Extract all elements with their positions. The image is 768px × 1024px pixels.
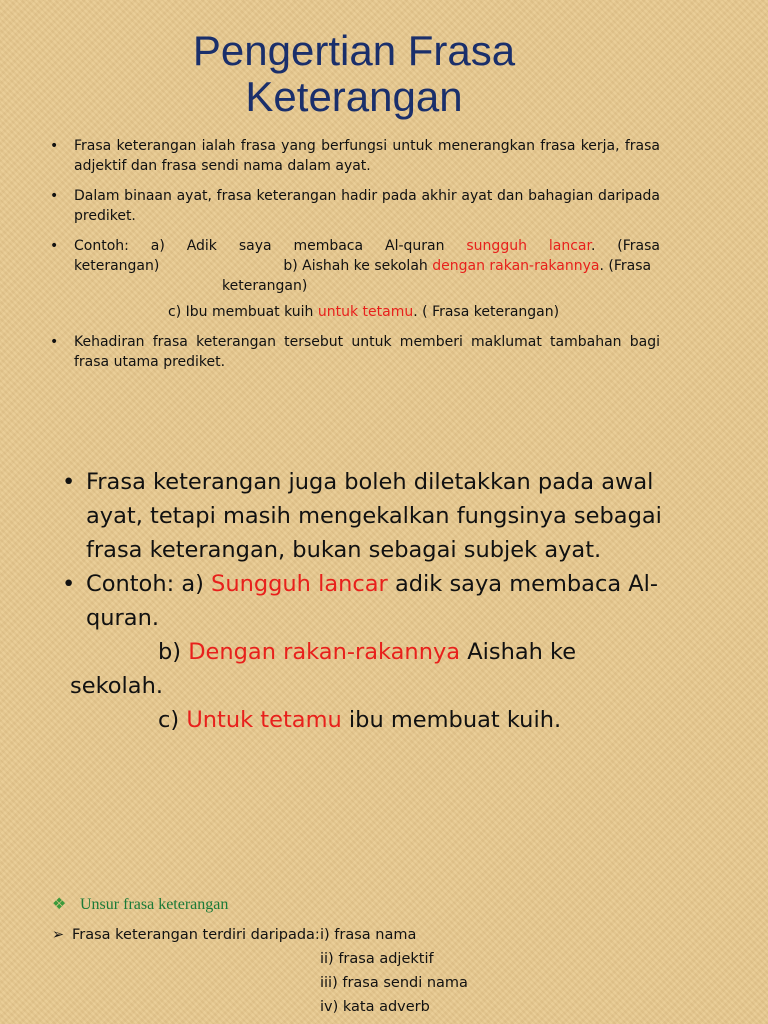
- list-item: ii) frasa adjektif: [320, 951, 434, 967]
- example-a-ket: keterangan): [74, 258, 160, 274]
- example-c-suffix: . ( Frasa keterangan): [413, 304, 560, 320]
- list-item: [48, 236, 660, 322]
- example-a-suffix: adik saya membaca Al-: [387, 571, 659, 597]
- example-a-line: [86, 567, 670, 601]
- example-b-ket: keterangan): [222, 278, 308, 294]
- example-b-line: [74, 256, 660, 276]
- elements-lead: [52, 923, 732, 947]
- example-b-suffix: . (Frasa: [599, 258, 652, 274]
- example-c-highlight: Untuk tetamu: [186, 707, 342, 733]
- title-line-1: Pengertian Frasa: [192, 27, 516, 74]
- bullet-icon: •: [50, 188, 59, 204]
- bullet-icon: •: [50, 138, 59, 154]
- list-item: [48, 332, 660, 372]
- example-c-text: c) Ibu membuat kuih: [168, 304, 318, 320]
- list-item: [60, 567, 670, 737]
- example-b-wrap: sekolah.: [70, 673, 164, 699]
- bullet-icon: •: [62, 469, 76, 495]
- example-c-text: c): [158, 707, 187, 733]
- example-a-highlight: Sungguh lancar: [211, 571, 388, 597]
- example-c-line: [74, 302, 660, 322]
- example-b-highlight: Dengan rakan-rakannya: [188, 639, 461, 665]
- arrow-icon: ➢: [52, 927, 65, 943]
- example-a-line: [74, 236, 660, 256]
- example-a-text: Contoh: a): [86, 571, 212, 597]
- placement-section: [60, 465, 670, 737]
- bullet-icon: •: [62, 571, 76, 597]
- example-b-text: b) Aishah ke sekolah: [283, 258, 433, 274]
- list-item: i) frasa nama: [320, 927, 417, 943]
- bullet-text: Frasa keterangan ialah frasa yang berfungsi untuk menerangkan frasa kerja, frasa adjektif dan frasa sendi nama dalam ayat.: [74, 138, 660, 174]
- example-c-highlight: untuk tetamu: [317, 304, 414, 320]
- elements-heading: [52, 893, 732, 917]
- list-item: [60, 465, 670, 567]
- bullet-icon: •: [50, 334, 59, 350]
- placement-list: [60, 465, 670, 737]
- title-line-2: Keterangan: [245, 73, 463, 120]
- list-item: iii) frasa sendi nama: [320, 975, 468, 991]
- list-item: [48, 136, 660, 176]
- elements-heading-text: Unsur frasa keterangan: [80, 896, 229, 913]
- example-b-highlight: dengan rakan-rakannya: [432, 258, 600, 274]
- bullet-text: Kehadiran frasa keterangan tersebut untuk memberi maklumat tambahan bagi frasa utama prediket.: [74, 334, 660, 370]
- example-b-suffix: Aishah ke: [460, 639, 577, 665]
- bullet-text: Frasa keterangan juga boleh diletakkan pada awal ayat, tetapi masih mengekalkan fungsinya sebagai frasa keterangan, bukan sebagai subjek ayat.: [86, 469, 662, 563]
- example-c-suffix: ibu membuat kuih.: [341, 707, 562, 733]
- example-b-line: [86, 635, 670, 669]
- bullet-icon: •: [50, 238, 59, 254]
- elements-lead-text: Frasa keterangan terdiri daripada:: [72, 927, 320, 943]
- example-b-text: b): [158, 639, 189, 665]
- example-a-text: Contoh: a) Adik saya membaca Al-quran: [74, 238, 467, 254]
- elements-section: [52, 893, 732, 1019]
- list-item: [48, 186, 660, 226]
- example-a-wrap: quran.: [86, 605, 159, 631]
- definition-list: [48, 136, 660, 372]
- example-a-highlight: sungguh lancar: [466, 238, 591, 254]
- bullet-text: Dalam binaan ayat, frasa keterangan hadir pada akhir ayat dan bahagian daripada prediket.: [74, 188, 660, 224]
- page-title: [0, 28, 708, 120]
- example-a-suffix: . (Frasa: [590, 238, 661, 254]
- definition-section: [48, 136, 660, 382]
- list-item: iv) kata adverb: [320, 999, 430, 1015]
- diamond-icon: ❖: [52, 896, 67, 913]
- example-c-line: [86, 703, 670, 737]
